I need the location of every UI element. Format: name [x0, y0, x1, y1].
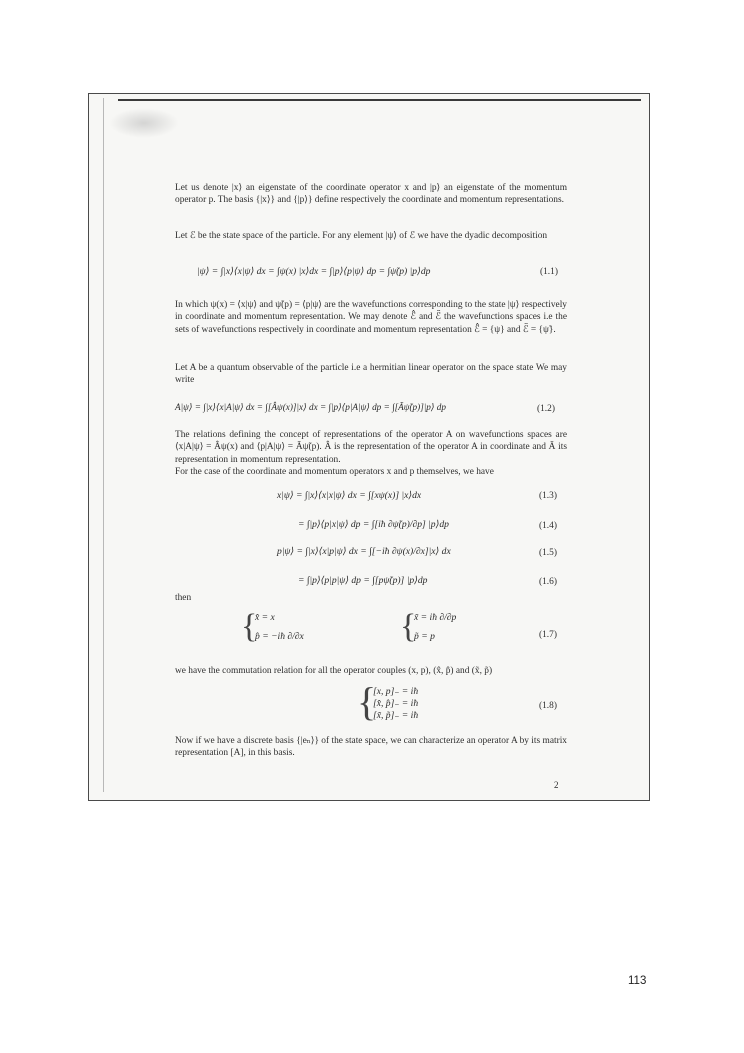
- equation-1-7-phat: p̂ = −iħ ∂/∂x: [255, 631, 304, 642]
- equation-1-7-ptilde: p̃ = p: [414, 631, 435, 642]
- paragraph-representation: The relations defining the concept of representations of the operator A on wavefunctions spaces are ⟨x|A|ψ⟩ = Âψ(x) and ⟨p|A|ψ⟩ = Ãψ̃(p). Â is the representation of the operator A in coordinate and Ã its representation in momentum representation.: [175, 430, 567, 465]
- scan-edge-line: [118, 99, 641, 101]
- equation-number-1-3: (1.3): [539, 491, 557, 501]
- left-brace-1-8: {: [357, 679, 377, 724]
- scan-smudge: [109, 108, 179, 138]
- paragraph-observable: Let A be a quantum observable of the particle i.e a hermitian linear operator on the space state We may write: [175, 363, 567, 386]
- equation-1-7-xtilde: x̃ = iħ ∂/∂p: [414, 612, 457, 623]
- equation-number-1-4: (1.4): [539, 521, 557, 531]
- left-brace-1-7-right: {: [400, 608, 417, 645]
- commutator-xtilde-ptilde: [x̃, p̃]₋ = iħ: [373, 710, 419, 721]
- commutator-xhat-phat: [x̂, p̂]₋ = iħ: [373, 698, 419, 709]
- equation-number-1-6: (1.6): [539, 577, 557, 587]
- equation-number-1-1: (1.1): [540, 267, 558, 277]
- scan-fold-line: [103, 98, 104, 792]
- equation-1-7-right: [414, 612, 456, 642]
- equation-1-4: = ∫|p⟩⟨p|x|ψ⟩ dp = ∫[iħ ∂ψ̃(p)/∂p] |p⟩dp: [298, 519, 449, 530]
- outer-page-number: 113: [628, 975, 647, 987]
- inner-page-number: 2: [554, 780, 559, 790]
- scanned-page: [88, 93, 650, 801]
- paragraph-coordinate-momentum: For the case of the coordinate and momentum operators x and p themselves, we have: [175, 467, 494, 477]
- equation-number-1-2: (1.2): [537, 404, 555, 414]
- equation-number-1-5: (1.5): [539, 548, 557, 558]
- paragraph-eigenstates: Let us denote |x⟩ an eigenstate of the coordinate operator x and |p⟩ an eigenstate of the momentum operator p. The basis {|x⟩} and {|p⟩} define respectively the coordinate and momentum representations.: [175, 183, 567, 206]
- text-then: then: [175, 593, 192, 603]
- equation-number-1-8: (1.8): [539, 701, 557, 711]
- paragraph-discrete-basis: Now if we have a discrete basis {|eₙ⟩} of the state space, we can characterize an operator A by its matrix representation [A], in this basis.: [175, 736, 567, 759]
- equation-1-8: [373, 686, 418, 722]
- paragraph-state-space: Let ℰ be the state space of the particle. For any element |ψ⟩ of ℰ we have the dyadic decomposition: [175, 231, 548, 241]
- equation-number-1-7: (1.7): [539, 630, 557, 640]
- equation-1-5: p|ψ⟩ = ∫|x⟩⟨x|p|ψ⟩ dx = ∫[−iħ ∂ψ(x)/∂x]|x⟩ dx: [277, 546, 451, 557]
- equation-1-7-left: [255, 612, 304, 642]
- equation-1-2: A|ψ⟩ = ∫|x⟩⟨x|A|ψ⟩ dx = ∫[Âψ(x)]|x⟩ dx = ∫|p⟩⟨p|A|ψ⟩ dp = ∫[Ãψ̃(p)]|p⟩ dp: [175, 402, 446, 412]
- equation-1-1: |ψ⟩ = ∫|x⟩⟨x|ψ⟩ dx = ∫ψ(x) |x⟩dx = ∫|p⟩⟨p|ψ⟩ dp = ∫ψ̃(p) |p⟩dp: [197, 266, 431, 277]
- commutator-x-p: [x, p]₋ = iħ: [373, 686, 419, 697]
- equation-1-7-xhat: x̂ = x: [255, 612, 275, 623]
- equation-1-6: = ∫|p⟩⟨p|p|ψ⟩ dp = ∫[pψ̃(p)] |p⟩dp: [298, 575, 428, 586]
- equation-1-3: x|ψ⟩ = ∫|x⟩⟨x|x|ψ⟩ dx = ∫[xψ(x)] |x⟩dx: [277, 490, 422, 501]
- paragraph-commutation: we have the commutation relation for all the operator couples (x, p), (x̂, p̂) and (x̃, p̃): [175, 666, 493, 676]
- left-brace-1-7: {: [241, 608, 258, 645]
- paragraph-wavefunctions: In which ψ(x) = ⟨x|ψ⟩ and ψ̃(p) = ⟨p|ψ⟩ are the wavefunctions corresponding to the state |ψ⟩ respectively in coordinate and momentum representation. We may denote ℰ̂ and ℰ̃ the wavefunctions spaces i.e the sets of wavefunctions respectively in coordinate and momentum representation ℰ̂ = {ψ} and ℰ̃ = {ψ̃}.: [175, 300, 567, 335]
